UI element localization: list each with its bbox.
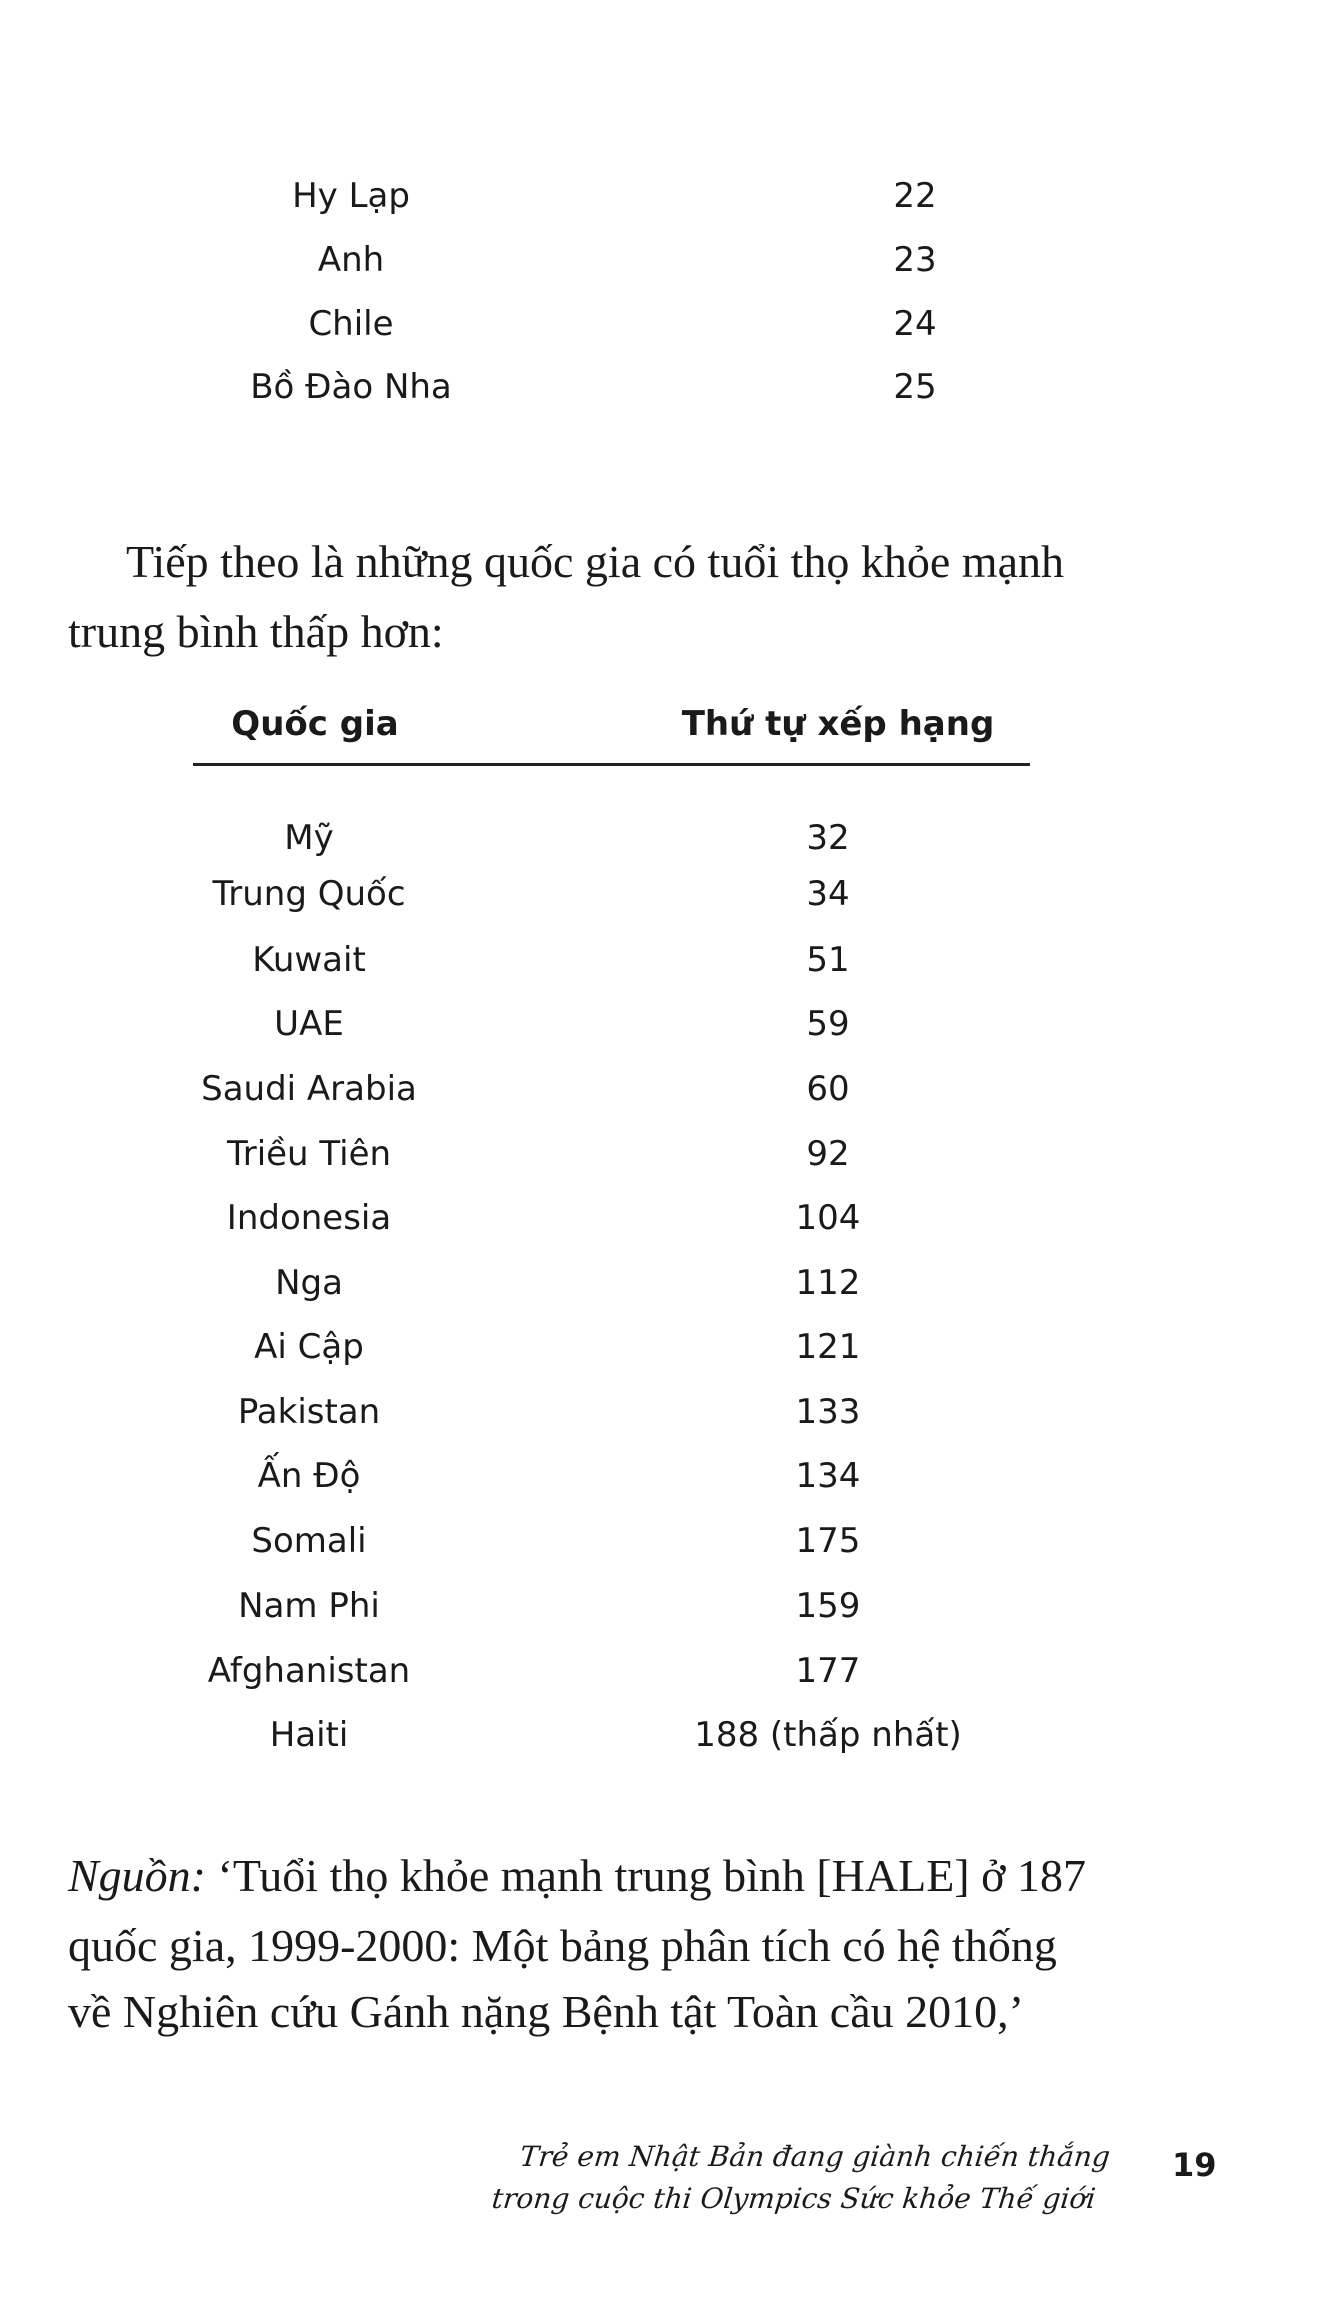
country-cell: UAE <box>274 1004 344 1044</box>
country-cell: Ấn Độ <box>257 1456 361 1496</box>
rank-cell: 25 <box>893 367 937 407</box>
table-row <box>0 304 1341 364</box>
rank-cell: 60 <box>806 1069 850 1109</box>
column-header-rank: Thứ tự xếp hạng <box>681 704 995 744</box>
country-cell: Pakistan <box>237 1392 381 1432</box>
table-row <box>0 1392 1341 1452</box>
table-row <box>0 1456 1341 1516</box>
intro-line-1: Tiếp theo là những quốc gia có tuổi thọ khỏe mạnh <box>126 536 1064 587</box>
rank-cell: 175 <box>795 1521 861 1561</box>
country-cell: Ai Cập <box>254 1327 364 1367</box>
source-line-2: quốc gia, 1999-2000: Một bảng phân tích có hệ thống <box>68 1920 1057 1971</box>
country-cell: Mỹ <box>284 818 334 858</box>
rank-cell: 24 <box>893 304 937 344</box>
intro-line-2: trung bình thấp hơn: <box>68 606 444 657</box>
country-cell: Anh <box>317 240 385 280</box>
table-row <box>0 1651 1341 1711</box>
rank-cell: 104 <box>795 1198 861 1238</box>
country-cell: Bồ Đào Nha <box>250 367 452 407</box>
country-cell: Nga <box>275 1263 343 1303</box>
country-cell: Afghanistan <box>207 1651 411 1691</box>
table-row <box>0 874 1341 934</box>
country-cell: Chile <box>308 304 394 344</box>
table-row <box>0 1327 1341 1387</box>
rank-cell: 32 <box>806 818 850 858</box>
country-cell: Triều Tiên <box>226 1134 392 1174</box>
table-row <box>0 818 1341 878</box>
country-cell: Trung Quốc <box>212 874 406 914</box>
rank-cell: 159 <box>795 1586 861 1626</box>
table-row <box>0 1715 1341 1775</box>
table-row <box>0 1134 1341 1194</box>
table-row <box>0 367 1341 427</box>
table-row <box>0 240 1341 300</box>
table-row <box>0 1586 1341 1646</box>
header-divider <box>193 763 1030 766</box>
source-label: Nguồn: <box>68 1850 206 1901</box>
source-text: ‘Tuổi thọ khỏe mạnh trung bình [HALE] ở 187 <box>206 1850 1086 1901</box>
running-footer-line-1: Trẻ em Nhật Bản đang giành chiến thắng <box>518 2140 1112 2173</box>
country-cell: Hy Lạp <box>292 176 410 216</box>
source-line-1 <box>68 1844 1086 1908</box>
table-row <box>0 176 1341 236</box>
country-cell: Nam Phi <box>238 1586 380 1626</box>
table-row <box>0 1198 1341 1258</box>
table-row <box>0 1263 1341 1323</box>
rank-cell: 59 <box>806 1004 850 1044</box>
rank-cell: 23 <box>893 240 937 280</box>
table-row <box>0 1004 1341 1064</box>
rank-cell: 134 <box>795 1456 861 1496</box>
country-cell: Haiti <box>269 1715 349 1755</box>
table-row <box>0 1069 1341 1129</box>
rank-cell: 51 <box>806 940 850 980</box>
rank-cell: 22 <box>893 176 937 216</box>
rank-cell: 133 <box>795 1392 861 1432</box>
rank-cell: 121 <box>795 1327 861 1367</box>
column-header-country: Quốc gia <box>231 704 399 744</box>
country-cell: Indonesia <box>226 1198 392 1238</box>
rank-cell: 177 <box>795 1651 861 1691</box>
page-number: 19 <box>1172 2146 1217 2184</box>
running-footer-line-2: trong cuộc thi Olympics Sức khỏe Thế giới <box>490 2182 1098 2215</box>
rank-cell: 112 <box>795 1263 861 1303</box>
rank-cell: 34 <box>806 874 850 914</box>
rank-cell: 188 (thấp nhất) <box>694 1715 962 1755</box>
source-line-3: về Nghiên cứu Gánh nặng Bệnh tật Toàn cầu 2010,’ <box>68 1986 1024 2037</box>
country-cell: Saudi Arabia <box>201 1069 417 1109</box>
table-row <box>0 1521 1341 1581</box>
country-cell: Kuwait <box>252 940 366 980</box>
country-cell: Somali <box>251 1521 367 1561</box>
table-row <box>0 940 1341 1000</box>
rank-cell: 92 <box>806 1134 850 1174</box>
